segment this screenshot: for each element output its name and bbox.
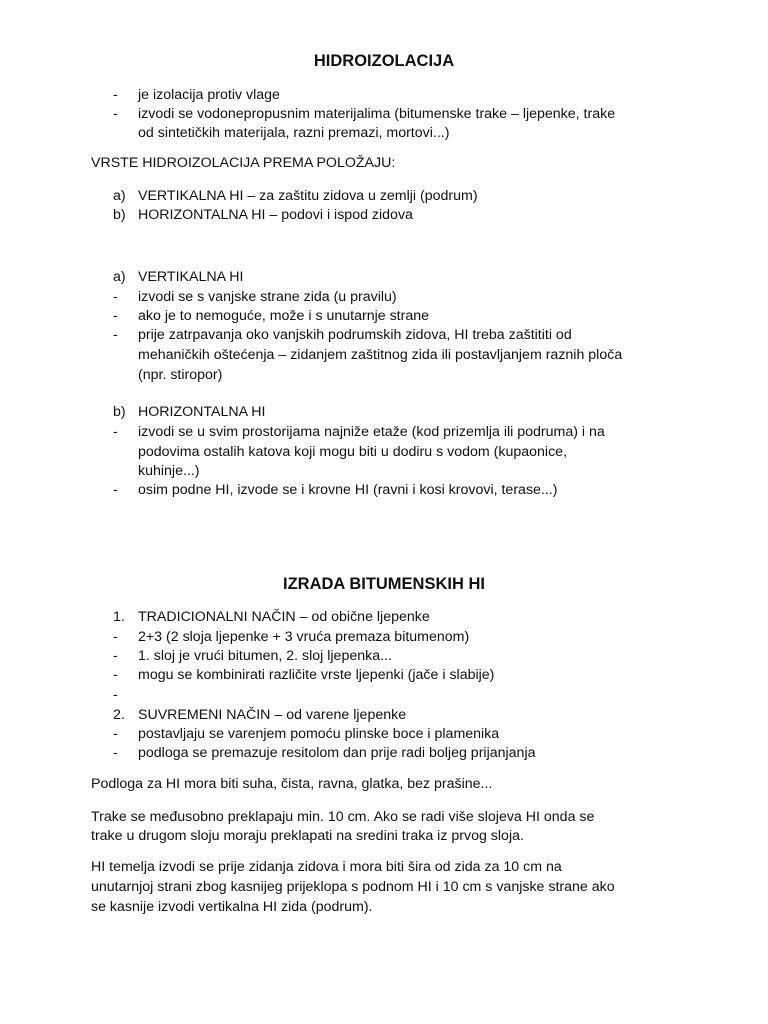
list-dash: - <box>113 289 118 305</box>
list-dash: - <box>113 308 118 324</box>
list-marker: b) <box>113 404 126 420</box>
list-item: 1. sloj je vrući bitumen, 2. sloj ljepenka... <box>138 648 392 664</box>
list-item: prije zatrpavanja oko vanjskih podrumskih zidova, HI treba zaštititi od <box>138 327 572 343</box>
list-dash: - <box>113 687 118 703</box>
list-item-continuation: (npr. stiropor) <box>138 367 223 383</box>
list-marker: a) <box>113 269 126 285</box>
subsection-heading: VERTIKALNA HI <box>138 269 244 285</box>
section-title: IZRADA BITUMENSKIH HI <box>283 575 485 593</box>
paragraph-line: trake u drugom sloju moraju preklapati na sredini traka iz prvog sloja. <box>91 828 524 844</box>
list-item-continuation: mehaničkih oštećenja – zidanjem zaštitnog zida ili postavljanjem raznih ploča <box>138 347 623 363</box>
list-dash: - <box>113 482 118 498</box>
list-item: je izolacija protiv vlage <box>138 87 280 103</box>
paragraph: Podloga za HI mora biti suha, čista, ravna, glatka, bez prašine... <box>91 776 493 792</box>
subsection-heading: TRADICIONALNI NAČIN – od obične ljepenke <box>138 609 430 625</box>
list-item-continuation: kuhinje...) <box>138 463 200 479</box>
list-marker: a) <box>113 188 126 204</box>
list-item-continuation: od sintetičkih materijala, razni premazi, mortovi...) <box>138 125 450 141</box>
list-item: HORIZONTALNA HI – podovi i ispod zidova <box>138 207 413 223</box>
list-dash: - <box>113 327 118 343</box>
subsection-heading: SUVREMENI NAČIN – od varene ljepenke <box>138 707 407 723</box>
list-item: mogu se kombinirati različite vrste ljepenki (jače i slabije) <box>138 667 495 683</box>
list-item: osim podne HI, izvode se i krovne HI (ravni i kosi krovovi, terase...) <box>138 482 558 498</box>
document-title: HIDROIZOLACIJA <box>313 52 455 70</box>
list-marker: 2. <box>113 707 125 723</box>
list-item: izvodi se vodonepropusnim materijalima (bitumenske trake – ljepenke, trake <box>138 106 616 122</box>
subsection-heading: HORIZONTALNA HI <box>138 404 266 420</box>
list-dash: - <box>113 726 118 742</box>
list-dash: - <box>113 87 118 103</box>
list-marker: b) <box>113 207 126 223</box>
list-item: izvodi se u svim prostorijama najniže etaže (kod prizemlja ili podruma) i na <box>138 424 605 440</box>
paragraph-line: HI temelja izvodi se prije zidanja zidova i mora biti šira od zida za 10 cm na <box>91 859 562 875</box>
list-item: podloga se premazuje resitolom dan prije radi boljeg prijanjanja <box>138 745 536 761</box>
paragraph-line: se kasnije izvodi vertikalna HI zida (podrum). <box>91 899 373 915</box>
list-dash: - <box>113 424 118 440</box>
list-dash: - <box>113 106 118 122</box>
list-dash: - <box>113 648 118 664</box>
list-item: VERTIKALNA HI – za zaštitu zidova u zemlji (podrum) <box>138 188 478 204</box>
paragraph-line: unutarnjoj strani zbog kasnijeg prijeklopa s podnom HI i 10 cm s vanjske strane ako <box>91 879 615 895</box>
list-item: postavljaju se varenjem pomoću plinske boce i plamenika <box>138 726 500 742</box>
list-dash: - <box>113 629 118 645</box>
list-dash: - <box>113 745 118 761</box>
list-marker: 1. <box>113 609 125 625</box>
list-item: ako je to nemoguće, može i s unutarnje strane <box>138 308 430 324</box>
list-dash: - <box>113 667 118 683</box>
section-heading: VRSTE HIDROIZOLACIJA PREMA POLOŽAJU: <box>91 155 396 171</box>
list-item-continuation: podovima ostalih katova koji mogu biti u dodiru s vodom (kupaonice, <box>138 444 568 460</box>
list-item: 2+3 (2 sloja ljepenke + 3 vruća premaza bitumenom) <box>138 629 470 645</box>
list-item: izvodi se s vanjske strane zida (u pravilu) <box>138 289 397 305</box>
paragraph-line: Trake se međusobno preklapaju min. 10 cm. Ako se radi više slojeva HI onda se <box>91 809 595 825</box>
